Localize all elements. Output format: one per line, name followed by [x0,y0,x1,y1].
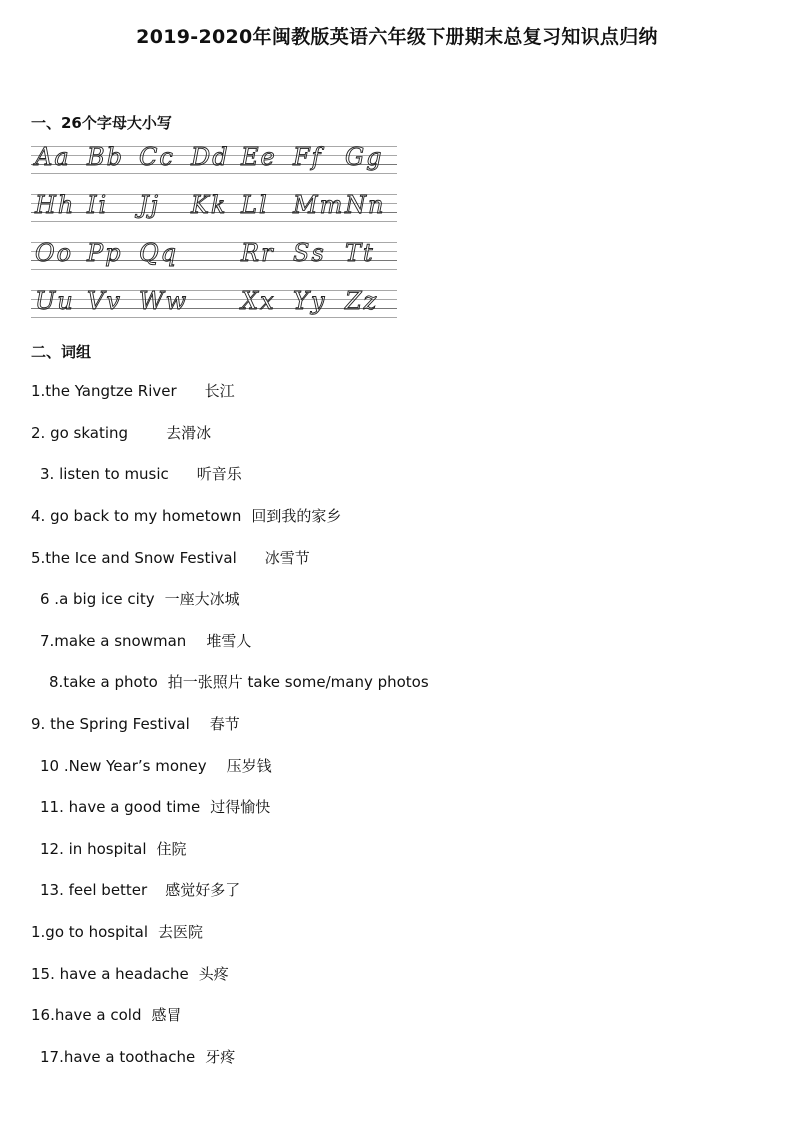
phrase-chinese: 春节 [209,715,240,733]
phrase-chinese: 感觉好多了 [165,881,241,899]
list-item [40,464,242,484]
phrase-english: 4. go back to my hometown [31,507,242,525]
letter-pair: Xx [241,287,276,315]
alphabet-chart [31,142,397,328]
list-item [40,839,187,859]
letter-pair: Ww [139,287,189,315]
letter-pair: Yy [293,287,327,315]
phrase-chinese: 去医院 [158,923,204,941]
letter-pair: Ee [241,143,277,171]
phrase-english: 15. have a headache [31,965,189,983]
section-heading-phrases: 二、词组 [31,343,92,361]
letter-pair: Vv [87,287,122,315]
list-item [40,589,240,609]
letter-pair: Zz [345,287,379,315]
list-item [31,714,240,734]
alphabet-writing-lines [31,142,397,328]
letter-pair: Hh [35,191,76,219]
letter-pair: Mm [293,191,345,219]
phrase-chinese: 去滑冰 [166,424,212,442]
letter-pair: Nn [345,191,386,219]
list-item [31,506,341,526]
phrase-english: 16.have a cold [31,1006,142,1024]
list-item [31,381,235,401]
phrase-chinese: 头疼 [198,965,229,983]
phrase-chinese: 听音乐 [196,465,242,483]
phrase-english: 2. go skating [31,424,129,442]
phrase-english: 6 .a big ice city [40,590,155,608]
phrase-english: 7.make a snowman [40,632,187,650]
letter-pair: Ss [293,239,326,267]
list-item [31,964,229,984]
list-item [40,756,272,776]
phrase-chinese: 压岁钱 [226,757,272,775]
letter-pair: Kk [191,191,228,219]
list-item [31,922,203,942]
letter-pair: Jj [139,191,161,219]
list-item [40,631,251,651]
phrase-english: 8.take a photo [49,673,158,691]
letter-pair: Tt [345,239,375,267]
phrase-english: 10 .New Year’s money [40,757,207,775]
letter-pair: Oo [35,239,74,267]
phrase-chinese: 冰雪节 [264,549,310,567]
phrase-chinese: 堆雪人 [206,632,252,650]
letter-pair: Aa [35,143,71,171]
list-item [31,1005,182,1025]
list-item [40,797,270,817]
list-item [40,1047,235,1067]
list-item [31,548,310,568]
letter-pair: Qq [139,239,179,267]
letter-pair: Rr [241,239,275,267]
phrase-chinese: 住院 [156,840,187,858]
phrase-chinese: 长江 [204,382,235,400]
phrase-english: 11. have a good time [40,798,201,816]
list-item [31,423,211,443]
phrase-english: 13. feel better [40,881,148,899]
list-item [40,880,240,900]
phrase-english: 5.the Ice and Snow Festival [31,549,237,567]
letter-pair: Ii [87,191,109,219]
letter-pair: Bb [87,143,124,171]
phrase-english: 9. the Spring Festival [31,715,190,733]
phrase-chinese: 过得愉快 [210,798,271,816]
letter-pair: Ff [293,143,323,171]
phrase-chinese: 牙疼 [205,1048,236,1066]
phrase-english: 1.go to hospital [31,923,149,941]
phrase-chinese: 回到我的家乡 [251,507,342,525]
section-heading-alphabet: 一、26个字母大小写 [31,114,172,132]
letter-pair: Ll [241,191,269,219]
phrase-english: 3. listen to music [40,465,169,483]
phrase-chinese: 感冒 [151,1006,182,1024]
letter-pair: Pp [87,239,123,267]
page-title: 2019-2020年闽教版英语六年级下册期末总复习知识点归纳 [136,26,658,48]
letter-pair: Uu [35,287,75,315]
letter-pair: Gg [345,143,384,171]
letter-pair: Dd [191,143,230,171]
phrase-english: 1.the Yangtze River [31,382,177,400]
phrase-english: 17.have a toothache [40,1048,196,1066]
letter-pair: Cc [139,143,175,171]
phrase-english: 12. in hospital [40,840,147,858]
list-item [49,672,429,692]
phrase-chinese: 一座大冰城 [164,590,240,608]
phrase-chinese: 拍一张照片 take some/many photos [167,673,429,691]
